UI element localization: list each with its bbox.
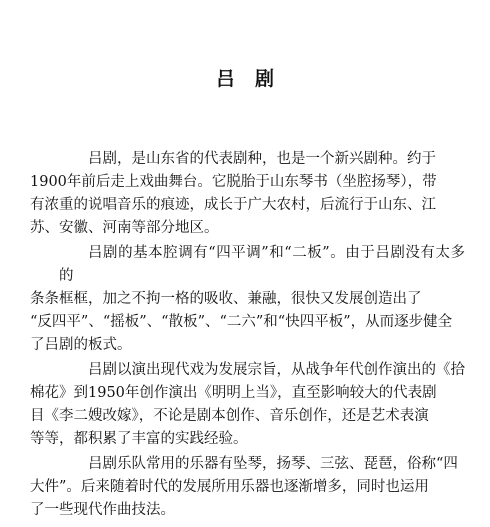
paragraph-line: 吕剧，是山东省的代表剧种，也是一个新兴剧种。约于	[88, 151, 436, 167]
paragraph-2	[30, 242, 465, 357]
paragraph-line: 1900年前后走上戏曲舞台。它脱胎于山东琴书（坐腔扬琴），带	[30, 174, 437, 190]
paragraph-line: 吕剧乐队常用的乐器有坠琴，扬琴、三弦、琵琶，俗称“四	[88, 456, 458, 472]
page-title: 吕剧	[215, 68, 294, 90]
paragraph-line: 苏、安徽、河南等部分地区。	[30, 220, 219, 236]
paragraph-line: 了一些现代作曲技法。	[30, 502, 175, 518]
paragraph-line: 目《李二嫂改嫁》，不论是剧本创作、音乐创作，还是艺术表演	[30, 408, 429, 424]
paragraph-line: 吕剧的基本腔调有“四平调”和“二板”。由于吕剧没有太多的	[59, 245, 465, 284]
paragraph-line: “反四平”、“摇板”、“散板”、“二六”和“快四平板”，从而逐步健全	[30, 314, 453, 330]
article-body	[30, 148, 465, 524]
paragraph-1	[30, 148, 465, 240]
paragraph-line: 大件”。后来随着时代的发展所用乐器也逐渐增多，同时也运用	[30, 479, 429, 495]
paragraph-3	[30, 359, 465, 451]
paragraph-line: 了吕剧的板式。	[30, 337, 132, 353]
paragraph-line: 有浓重的说唱音乐的痕迹，成长于广大农村，后流行于山东、江	[30, 197, 436, 213]
paragraph-line: 棉花》到1950年创作演出《明明上当》，直至影响较大的代表剧	[30, 385, 437, 401]
paragraph-4	[30, 453, 465, 522]
paragraph-line: 条条框框，加之不拘一格的吸收、兼融，很快又发展创造出了	[30, 291, 422, 307]
paragraph-line: 吕剧以演出现代戏为发展宗旨，从战争年代创作演出的《拾	[88, 362, 465, 378]
paragraph-line: 等等，都积累了丰富的实践经验。	[30, 431, 248, 447]
